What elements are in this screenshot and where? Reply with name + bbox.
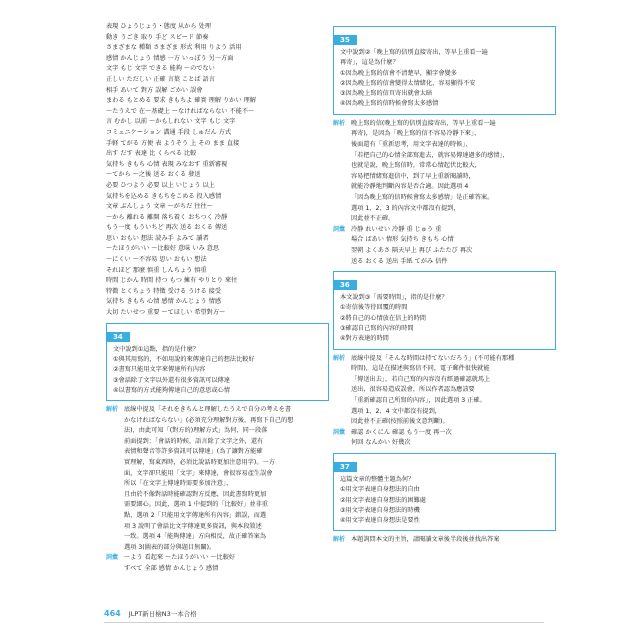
text-line bbox=[333, 417, 556, 428]
text-line-content: ～よう 看起來 ～たほうがいい ～比較好 bbox=[124, 554, 236, 562]
text-line: 這篇文章的整體主題為何？ bbox=[340, 475, 415, 483]
text-line bbox=[333, 172, 556, 183]
text-line: ③確認自己寫的內容的時間 bbox=[340, 324, 414, 332]
text-line: 本文說到③「需要時間」，指的是什麼？ bbox=[340, 294, 448, 302]
vocabulary-34 bbox=[106, 553, 329, 574]
text-line: 思い おもい 想法 読み手 よみて 讀者 bbox=[106, 234, 209, 242]
text-line-content: 底線中提及「そんな時間は持てないだろう」(不可能有那種 bbox=[351, 354, 515, 362]
text-line: もう一度 もういちど 再次 送る おくる 傳送 bbox=[106, 224, 228, 232]
question-35-box bbox=[333, 26, 556, 115]
section-tag: 解析 bbox=[333, 354, 346, 362]
text-line bbox=[333, 246, 556, 257]
text-line bbox=[106, 490, 329, 501]
text-line bbox=[333, 235, 556, 246]
text-line: 文中說到①這點，指的是什麼？ bbox=[113, 345, 199, 353]
book-title: JLPT新日檢N3一本合格 bbox=[128, 610, 197, 618]
text-line bbox=[106, 426, 329, 437]
text-line bbox=[333, 354, 556, 365]
text-line-content: かなければならない」(必須充分理解對方後，再寫下自己的想 bbox=[124, 416, 294, 424]
text-line bbox=[333, 140, 556, 151]
question-number: 35 bbox=[333, 35, 357, 45]
text-line bbox=[106, 543, 329, 554]
explanation-36 bbox=[333, 354, 556, 428]
text-line: 文章 ぶんしょう 文章 ～がちだ 往往～ bbox=[106, 203, 213, 211]
text-line-content: 冷静 れいせい 冷靜 重 じゅう 重 bbox=[351, 225, 442, 233]
text-line bbox=[333, 161, 556, 172]
text-line-content: 本題詢問本文的主旨，請閱讀文章後半段後並找出答案 bbox=[351, 536, 500, 544]
text-line bbox=[106, 405, 329, 416]
section-tag: 解析 bbox=[106, 406, 119, 414]
text-line: ④以書寫的方式能夠傳達自己的意思或心情 bbox=[113, 386, 230, 394]
text-line-content: 實理解，寫東西時，必須比說話時更加注意用字)。一方 bbox=[124, 459, 275, 467]
text-line-content: 因此並不正確。 bbox=[351, 215, 395, 223]
text-line bbox=[106, 447, 329, 458]
left-column bbox=[106, 22, 329, 575]
text-line: 気持ち きもち 心情 感情 かんじょう 情感 bbox=[106, 298, 222, 306]
question-number: 36 bbox=[333, 280, 357, 290]
text-line: ～てから ～之後 送る おくる 發送 bbox=[106, 171, 201, 179]
section-tag: 詞彙 bbox=[333, 225, 346, 233]
text-line-content: 需要細心。因此，選項 1 中提到的「比較好」並非重 bbox=[124, 501, 268, 509]
text-line-content: 表情和聲音等許多資訊可以傳達」(為了讓對方能確 bbox=[124, 448, 263, 456]
vocabulary-list bbox=[106, 22, 329, 319]
text-line-content: 底線中提及「それをきちんと理解したうえで自分の考えを書 bbox=[124, 406, 292, 414]
text-line: ③用文字表達自身想法的時機 bbox=[340, 506, 420, 514]
text-line bbox=[333, 396, 556, 407]
text-line bbox=[333, 182, 556, 193]
text-line: ～たほうがいい ～比較好 意味 いみ 意思 bbox=[106, 245, 220, 253]
question-number: 34 bbox=[106, 332, 130, 342]
section-tag: 解析 bbox=[333, 119, 346, 127]
text-line-content: 法)，由此可知「(對方的)理解方式」為何，同一段落 bbox=[124, 427, 268, 435]
text-line bbox=[333, 385, 556, 396]
text-line bbox=[106, 532, 329, 543]
vocabulary-35 bbox=[333, 225, 556, 267]
text-line: ④因為晚上寫的信時候會寫太多感情 bbox=[340, 100, 439, 108]
question-35-body bbox=[334, 46, 555, 114]
text-line-content: 選項 3(圖表的部分與題目無關)。 bbox=[124, 543, 216, 551]
text-line: ～たうえで 在～基礎上 ～なければならない 不能不～ bbox=[106, 107, 255, 115]
text-line: 動き うごき 取り 手ど スピード 節奏 bbox=[106, 33, 209, 41]
text-line bbox=[333, 225, 556, 236]
text-line-content: 項 3 說明了會話比文字傳達更多資訊，與本段敘述 bbox=[124, 522, 262, 530]
text-line: まわる もとめる 要求 きもちよ 確實 理解 りかい 理解 bbox=[106, 97, 256, 105]
text-line: ②將自己的心情放在信上的時間 bbox=[340, 314, 426, 322]
text-line: 手軽 てがる 方便 表 ようそう 上 その まま 直接 bbox=[106, 139, 240, 147]
text-line-content: 就能冷靜地判斷內容是否合適。因此選項 4 bbox=[351, 183, 469, 191]
text-line: 言 むかし 以前 ～かもしれない 文字 もじ 文字 bbox=[106, 118, 236, 126]
text-line: ②用文字表達自身想法的困難處 bbox=[340, 496, 426, 504]
text-line-content: 送る おくる 送出 手紙 てがみ 信件 bbox=[351, 257, 448, 265]
page-number: 464 bbox=[104, 609, 121, 618]
page-footer bbox=[104, 609, 197, 618]
text-line bbox=[333, 364, 556, 375]
text-line bbox=[333, 119, 556, 130]
text-line-content: 送出，很容易造成誤會，所以作者認為應該要 bbox=[351, 386, 475, 394]
text-line: ②書寫只能用文字來傳達所有內容 bbox=[113, 366, 206, 374]
question-number: 37 bbox=[333, 462, 357, 472]
question-36-box bbox=[333, 271, 556, 349]
text-line-content: 再寄)，是因為「晚上寫的信不容易冷靜下來」， bbox=[351, 130, 481, 138]
text-line-content: 選項 1、2、3 的內容文中都沒有提到， bbox=[351, 204, 460, 212]
text-line bbox=[106, 553, 329, 564]
text-line-content: 晚上寫的信(晚上寫的信別直接寄出，等早上重看一遍 bbox=[351, 119, 496, 127]
footer-divider bbox=[104, 622, 544, 623]
text-line: さまざまな 種類 さまざま 形式 利用 りよう 活用 bbox=[106, 44, 242, 52]
text-line: ～にくい ～不容易 思い おもい 想法 bbox=[106, 256, 207, 264]
text-line: ①與其用寫的，不如用說的來傳達自己的想法比較好 bbox=[113, 355, 255, 363]
text-line: 気持ち きもち 心情 表現 みなおす 重新審視 bbox=[106, 160, 228, 168]
text-line bbox=[106, 511, 329, 522]
text-line-content: 何回 なんかい 好幾次 bbox=[351, 439, 411, 447]
text-line: 感情 かんじょう 情感 一方 いっぽう 另一方面 bbox=[106, 54, 234, 62]
text-line-content: すべて 全部 感情 かんじょう 感情 bbox=[124, 565, 219, 573]
text-line bbox=[106, 437, 329, 448]
text-line bbox=[333, 428, 556, 439]
text-line-content: 場合 ばあい 情形 気持ち きもち 心情 bbox=[351, 236, 454, 244]
section-tag: 解析 bbox=[333, 536, 346, 544]
text-line: コミュニケーション 溝通 手段 しゅだん 方式 bbox=[106, 128, 232, 136]
text-line bbox=[106, 479, 329, 490]
text-line-content: 面，文字卻只能用「文字」來傳達，會很容易產生誤會 bbox=[124, 469, 273, 477]
text-line: 文中說到②「晚上寫的信別直接寄出，等早上重看一遍 bbox=[340, 49, 488, 56]
text-line bbox=[333, 535, 556, 546]
text-line-content: 一致。選項 4「能夠傳達」方向相反，故正確答案為 bbox=[124, 533, 267, 541]
text-line: ①因為晚上寫的信會不清楚早，顯字會變多 bbox=[340, 69, 457, 77]
section-tag: 詞彙 bbox=[333, 428, 346, 436]
text-line bbox=[333, 129, 556, 140]
text-line-content: 「因為晚上寫的信時候會寫太多感情」是正確答案。 bbox=[351, 193, 494, 201]
text-line-content: 且由於不像對話時能確認對方反應，因此書寫時更加 bbox=[124, 490, 267, 498]
explanation-35 bbox=[333, 119, 556, 225]
text-line-content: 也就是說，晚上寫信時，常常心情起伏比較大， bbox=[351, 162, 481, 170]
text-line bbox=[333, 204, 556, 215]
text-line bbox=[106, 564, 329, 575]
question-37-body bbox=[334, 473, 555, 530]
text-line-content: 「傳送出去」，若自己寫的內容沒有經過確認就馬上 bbox=[351, 375, 491, 383]
text-line bbox=[333, 375, 556, 386]
text-line: 大切 たいせつ 重要 ～てほしい 希望對方～ bbox=[106, 309, 226, 317]
text-line bbox=[106, 522, 329, 533]
text-line bbox=[333, 257, 556, 268]
text-line: ③因為晚上寫的信頁寄出就會太暗 bbox=[340, 90, 433, 98]
text-line: 必要 ひつよう 必要 以上 いじょう 以上 bbox=[106, 181, 215, 189]
text-line-content: 時間)，這是在描述與寫信不同，電子郵件很快就能 bbox=[351, 365, 490, 373]
text-line: ①用文字表達自身想法的自由 bbox=[340, 486, 420, 494]
question-37-box bbox=[333, 453, 556, 531]
text-line-content: 「若把自己的心情全部寫進去，就容易傳達過多的感情」， bbox=[351, 151, 509, 159]
text-line bbox=[106, 416, 329, 427]
text-line-content: 容易把情緒寫進信中，到了早上重新閱讀時， bbox=[351, 172, 475, 180]
text-line bbox=[106, 469, 329, 480]
text-line: 正しい ただしい 正確 言葉 ことば 語言 bbox=[106, 75, 215, 83]
question-34-body bbox=[107, 343, 328, 400]
text-line bbox=[106, 458, 329, 469]
text-line bbox=[333, 407, 556, 418]
text-line bbox=[333, 438, 556, 449]
text-line: ①寄信後等待回覆的時間 bbox=[340, 304, 408, 312]
right-column bbox=[333, 22, 556, 546]
explanation-34 bbox=[106, 405, 329, 553]
text-line-content: 前面提到：「會話的時候，語言除了文字之外，還有 bbox=[124, 437, 264, 445]
text-line: 再寄」，這是為什麼？ bbox=[340, 59, 399, 67]
text-line bbox=[333, 214, 556, 225]
text-line: ④用文字表達自身想法是要性 bbox=[340, 517, 420, 525]
text-line: 表現 ひょうじょう・態度 从から 处理 bbox=[106, 23, 211, 30]
text-line: 相手 あいて 對方 誤解 ごかい 誤會 bbox=[106, 86, 203, 94]
text-line bbox=[106, 500, 329, 511]
text-line-content: 「重新確認自己所寫的內容」，因此選項 3 正確。 bbox=[351, 396, 486, 404]
text-line: ③會話除了文字以外還有很多資訊可以傳達 bbox=[113, 376, 230, 384]
text-line: ④對方表達的時間 bbox=[340, 335, 389, 343]
text-line: それほど 那麼 慎重 しんちょう 慎重 bbox=[106, 266, 207, 274]
text-line-content: 後面還有「重新思考，用文字表達的時候」、 bbox=[351, 140, 472, 148]
text-line-content: 翌朝 よくあさ 隔天早上 再び ふたたび 再次 bbox=[351, 246, 473, 254]
vocabulary-36 bbox=[333, 428, 556, 449]
text-line-content: 所以「在文字上傳達時需要多加注意」， bbox=[124, 480, 233, 488]
text-line bbox=[333, 151, 556, 162]
text-line-content: 確認 かくにん 確認 もう一度 再一次 bbox=[351, 428, 452, 436]
text-line: 気持ちを込める きもちをこめる 投入感情 bbox=[106, 192, 222, 200]
text-line: 出す だす 表達 比 くらべる 比較 bbox=[106, 150, 197, 158]
text-line: 特徴 とくちょう 特徵 受ける うける 接受 bbox=[106, 287, 222, 295]
text-line: ②因為晚上寫的信會變得太情緒化，容易顯得不安 bbox=[340, 79, 476, 87]
explanation-37 bbox=[333, 535, 556, 546]
text-line bbox=[333, 193, 556, 204]
question-36-body bbox=[334, 291, 555, 348]
text-line-content: 因此並不正確(按照前後文意判斷)。 bbox=[351, 418, 449, 426]
section-tag: 詞彙 bbox=[106, 554, 119, 562]
text-line: 時間 じかん 時間 持つ もつ 擁有 やりとり 來往 bbox=[106, 277, 238, 285]
text-line-content: 選項 1、2、4 文中都沒有提到， bbox=[351, 407, 441, 415]
text-line: ～から 離れる 離開 落ち着く おちつく 冷靜 bbox=[106, 213, 228, 221]
text-line-content: 點，選項 2「只能用文字傳達所有內容」錯誤，而選 bbox=[124, 512, 267, 520]
text-line: 文字 もじ 文字 できる 能夠 ～のでない bbox=[106, 65, 215, 73]
question-34-box bbox=[106, 323, 329, 401]
